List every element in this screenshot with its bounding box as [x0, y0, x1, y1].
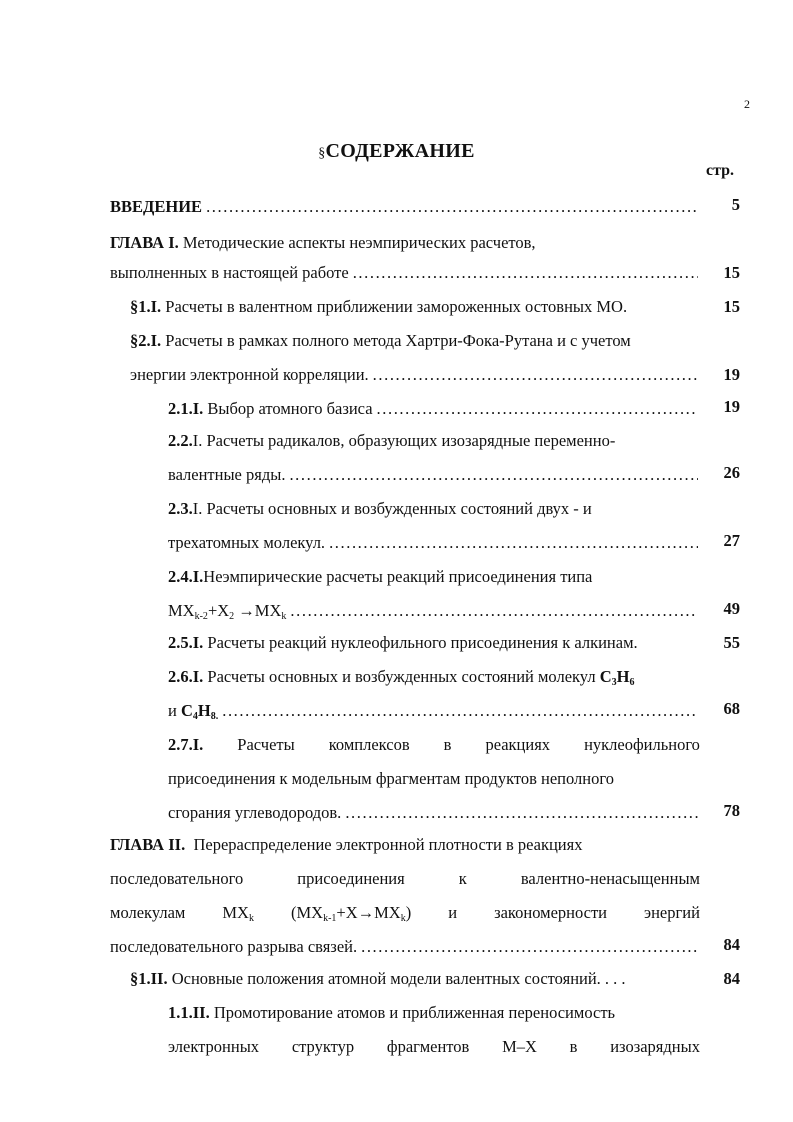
word: M–X [502, 1037, 537, 1056]
toc-entry-2-1-1[interactable] [168, 398, 698, 420]
toc-entry-2-6-1-line2[interactable] [168, 700, 698, 722]
toc-page-ch1: 15 [723, 263, 740, 282]
toc-s211-text: Выбор атомного базиса [207, 399, 373, 418]
toc-entry-2-2-1-line2[interactable] [168, 464, 698, 486]
word: закономерности [494, 903, 607, 922]
toc-ch1-num: ГЛАВА I. [110, 233, 179, 252]
toc-entry-ch2-line3 [110, 902, 700, 924]
toc-s211-num: 2.1.I. [168, 399, 204, 418]
toc-s261-and: и [168, 701, 177, 720]
word: структур [291, 1037, 355, 1056]
toc-page-s1-2: 84 [723, 969, 740, 988]
word: последовательного [110, 869, 244, 888]
toc-s11-num: §1.I. [130, 297, 162, 316]
word: в [569, 1037, 578, 1056]
word: электронных [168, 1037, 260, 1056]
toc-entry-2-4-1-line2[interactable] [168, 600, 698, 622]
toc-s271-text3: сгорания углеводородов. [168, 803, 342, 822]
toc-page-ch2: 84 [723, 935, 740, 954]
toc-page-2-1-1: 19 [723, 397, 740, 416]
toc-entry-ch2-line4[interactable] [110, 936, 698, 958]
toc-entry-2-7-1-line2: присоединения к модельным фрагментам продуктов неполного [168, 769, 614, 788]
toc-s241-formula: $MX_{k-2}+X_2 \to MX_k$ [168, 601, 287, 622]
toc-s231-num: 2.3. [168, 499, 193, 518]
leader-dots [377, 398, 698, 420]
word: молекулам [110, 903, 186, 922]
toc-s231-suffix: I. [192, 499, 203, 518]
toc-s21-num: §2.I. [130, 331, 162, 350]
word: изозарядных [610, 1037, 700, 1056]
toc-entry-2-5-1[interactable] [168, 632, 638, 654]
leader-dots [373, 364, 698, 386]
leader-dots [222, 700, 698, 722]
word: реакциях [485, 735, 551, 754]
toc-entry-2-7-1-line3[interactable] [168, 802, 698, 824]
toc-entry-ch1-line1[interactable] [110, 232, 536, 254]
toc-page-s2-1: 19 [723, 365, 740, 384]
word: фрагментов [386, 1037, 470, 1056]
toc-ch2-text1: Перераспределение электронной плотности в реакциях [193, 835, 583, 854]
toc-page-2-5-1: 55 [723, 633, 740, 652]
leader-dots [353, 262, 698, 284]
toc-s261-c4h8: $C_4H_{8.}$ [180, 701, 219, 722]
toc-s241-text1: Неэмпирические расчеты реакций присоединения типа [203, 567, 593, 586]
toc-entry-s1-2[interactable] [130, 968, 626, 990]
word: к [458, 869, 467, 888]
toc-s21-text1: Расчеты в рамках полного метода Хартри-Фока-Рутана и с учетом [165, 331, 631, 350]
toc-entry-2-7-1-line1[interactable] [168, 734, 700, 756]
word: энергий [644, 903, 700, 922]
toc-ch2-num: ГЛАВА II. [110, 835, 186, 854]
toc-entry-2-6-1-line1[interactable] [168, 666, 634, 688]
word: и [448, 903, 458, 922]
toc-s21-text2: энергии электронной корреляции. [130, 365, 369, 384]
toc-s221-suffix: I. [192, 431, 203, 450]
toc-s11-text: Расчеты в валентном приближении замороженных остовных МО. [165, 297, 628, 316]
toc-intro-label: ВВЕДЕНИЕ [110, 197, 203, 216]
formula-mxk: $MX_k$ [222, 903, 254, 924]
toc-entry-2-3-1-line1[interactable] [168, 498, 592, 520]
toc-entry-ch2-line1[interactable] [110, 834, 582, 856]
toc-s11ii-text1: Промотирование атомов и приближенная переносимость [213, 1003, 616, 1022]
toc-page-2-2-1: 26 [723, 463, 740, 482]
word: валентно-ненасыщенным [520, 869, 700, 888]
toc-s221-text1: Расчеты радикалов, образующих изозарядные переменно- [206, 431, 616, 450]
toc-page-2-7-1: 78 [723, 801, 740, 820]
leader-dots [206, 196, 698, 218]
toc-s251-num: 2.5.I. [168, 633, 204, 652]
toc-ch1-text2: выполненных в настоящей работе [110, 263, 349, 282]
section-mark: § [318, 146, 326, 161]
word: присоединения [297, 869, 405, 888]
toc-entry-2-4-1-line1[interactable] [168, 566, 592, 588]
leader-dots [290, 600, 698, 622]
toc-s221-text2: валентные ряды. [168, 465, 286, 484]
toc-s231-text2: трехатомных молекул. [168, 533, 326, 552]
page-number: 2 [744, 97, 750, 111]
toc-entry-s1-1[interactable] [130, 296, 627, 318]
toc-ch2-text4: последовательного разрыва связей. [110, 937, 358, 956]
toc-entry-ch2-line2 [110, 868, 700, 890]
title-text: СОДЕРЖАНИЕ [325, 140, 475, 162]
toc-entry-ch1-line2[interactable] [110, 262, 698, 284]
toc-entry-intro[interactable] [110, 196, 698, 218]
toc-page-intro: 5 [731, 195, 740, 214]
word: в [443, 735, 452, 754]
leader-dots [361, 936, 698, 958]
page-title [0, 140, 793, 163]
toc-page-s1-1: 15 [723, 297, 740, 316]
toc-s251-text: Расчеты реакций нуклеофильного присоединения к алкинам. [207, 633, 638, 652]
toc-entry-1-1-2-line1[interactable] [168, 1002, 615, 1024]
leader-dots [329, 532, 698, 554]
toc-s261-num: 2.6.I. [168, 667, 204, 686]
word: нуклеофильного [584, 735, 700, 754]
toc-s261-c3h6: $C_3H_6$ [599, 667, 635, 688]
toc-s1ii-num: §1.II. [130, 969, 168, 988]
toc-s11ii-num: 1.1.II. [168, 1003, 210, 1022]
toc-s1ii-text: Основные положения атомной модели валентных состояний. . . . [171, 969, 626, 988]
toc-entry-2-2-1-line1[interactable] [168, 430, 615, 452]
leader-dots [289, 464, 698, 486]
word: Расчеты [237, 735, 295, 754]
toc-s241-num: 2.4.I. [168, 567, 204, 586]
word: комплексов [328, 735, 410, 754]
toc-ch1-text1: Методические аспекты неэмпирических расчетов, [182, 233, 536, 252]
formula-reaction: $(MX_{k-1}+X\to MX_k)$ [290, 903, 412, 924]
toc-entry-2-3-1-line2[interactable] [168, 532, 698, 554]
toc-s261-text1: Расчеты основных и возбужденных состояний молекул [207, 667, 596, 686]
toc-entry-s2-1-line1[interactable] [130, 330, 631, 352]
leader-dots [345, 802, 698, 824]
toc-page-2-6-1: 68 [723, 699, 740, 718]
toc-s271-num: 2.7.I. [168, 735, 204, 754]
page-column-label: стр. [706, 162, 735, 179]
toc-page-2-3-1: 27 [723, 531, 740, 550]
toc-s221-num: 2.2. [168, 431, 193, 450]
toc-s231-text1: Расчеты основных и возбужденных состояний двух - и [206, 499, 592, 518]
toc-page-2-4-1: 49 [723, 599, 740, 618]
toc-entry-s2-1-line2[interactable] [130, 364, 698, 386]
toc-entry-1-1-2-line2 [168, 1036, 700, 1058]
